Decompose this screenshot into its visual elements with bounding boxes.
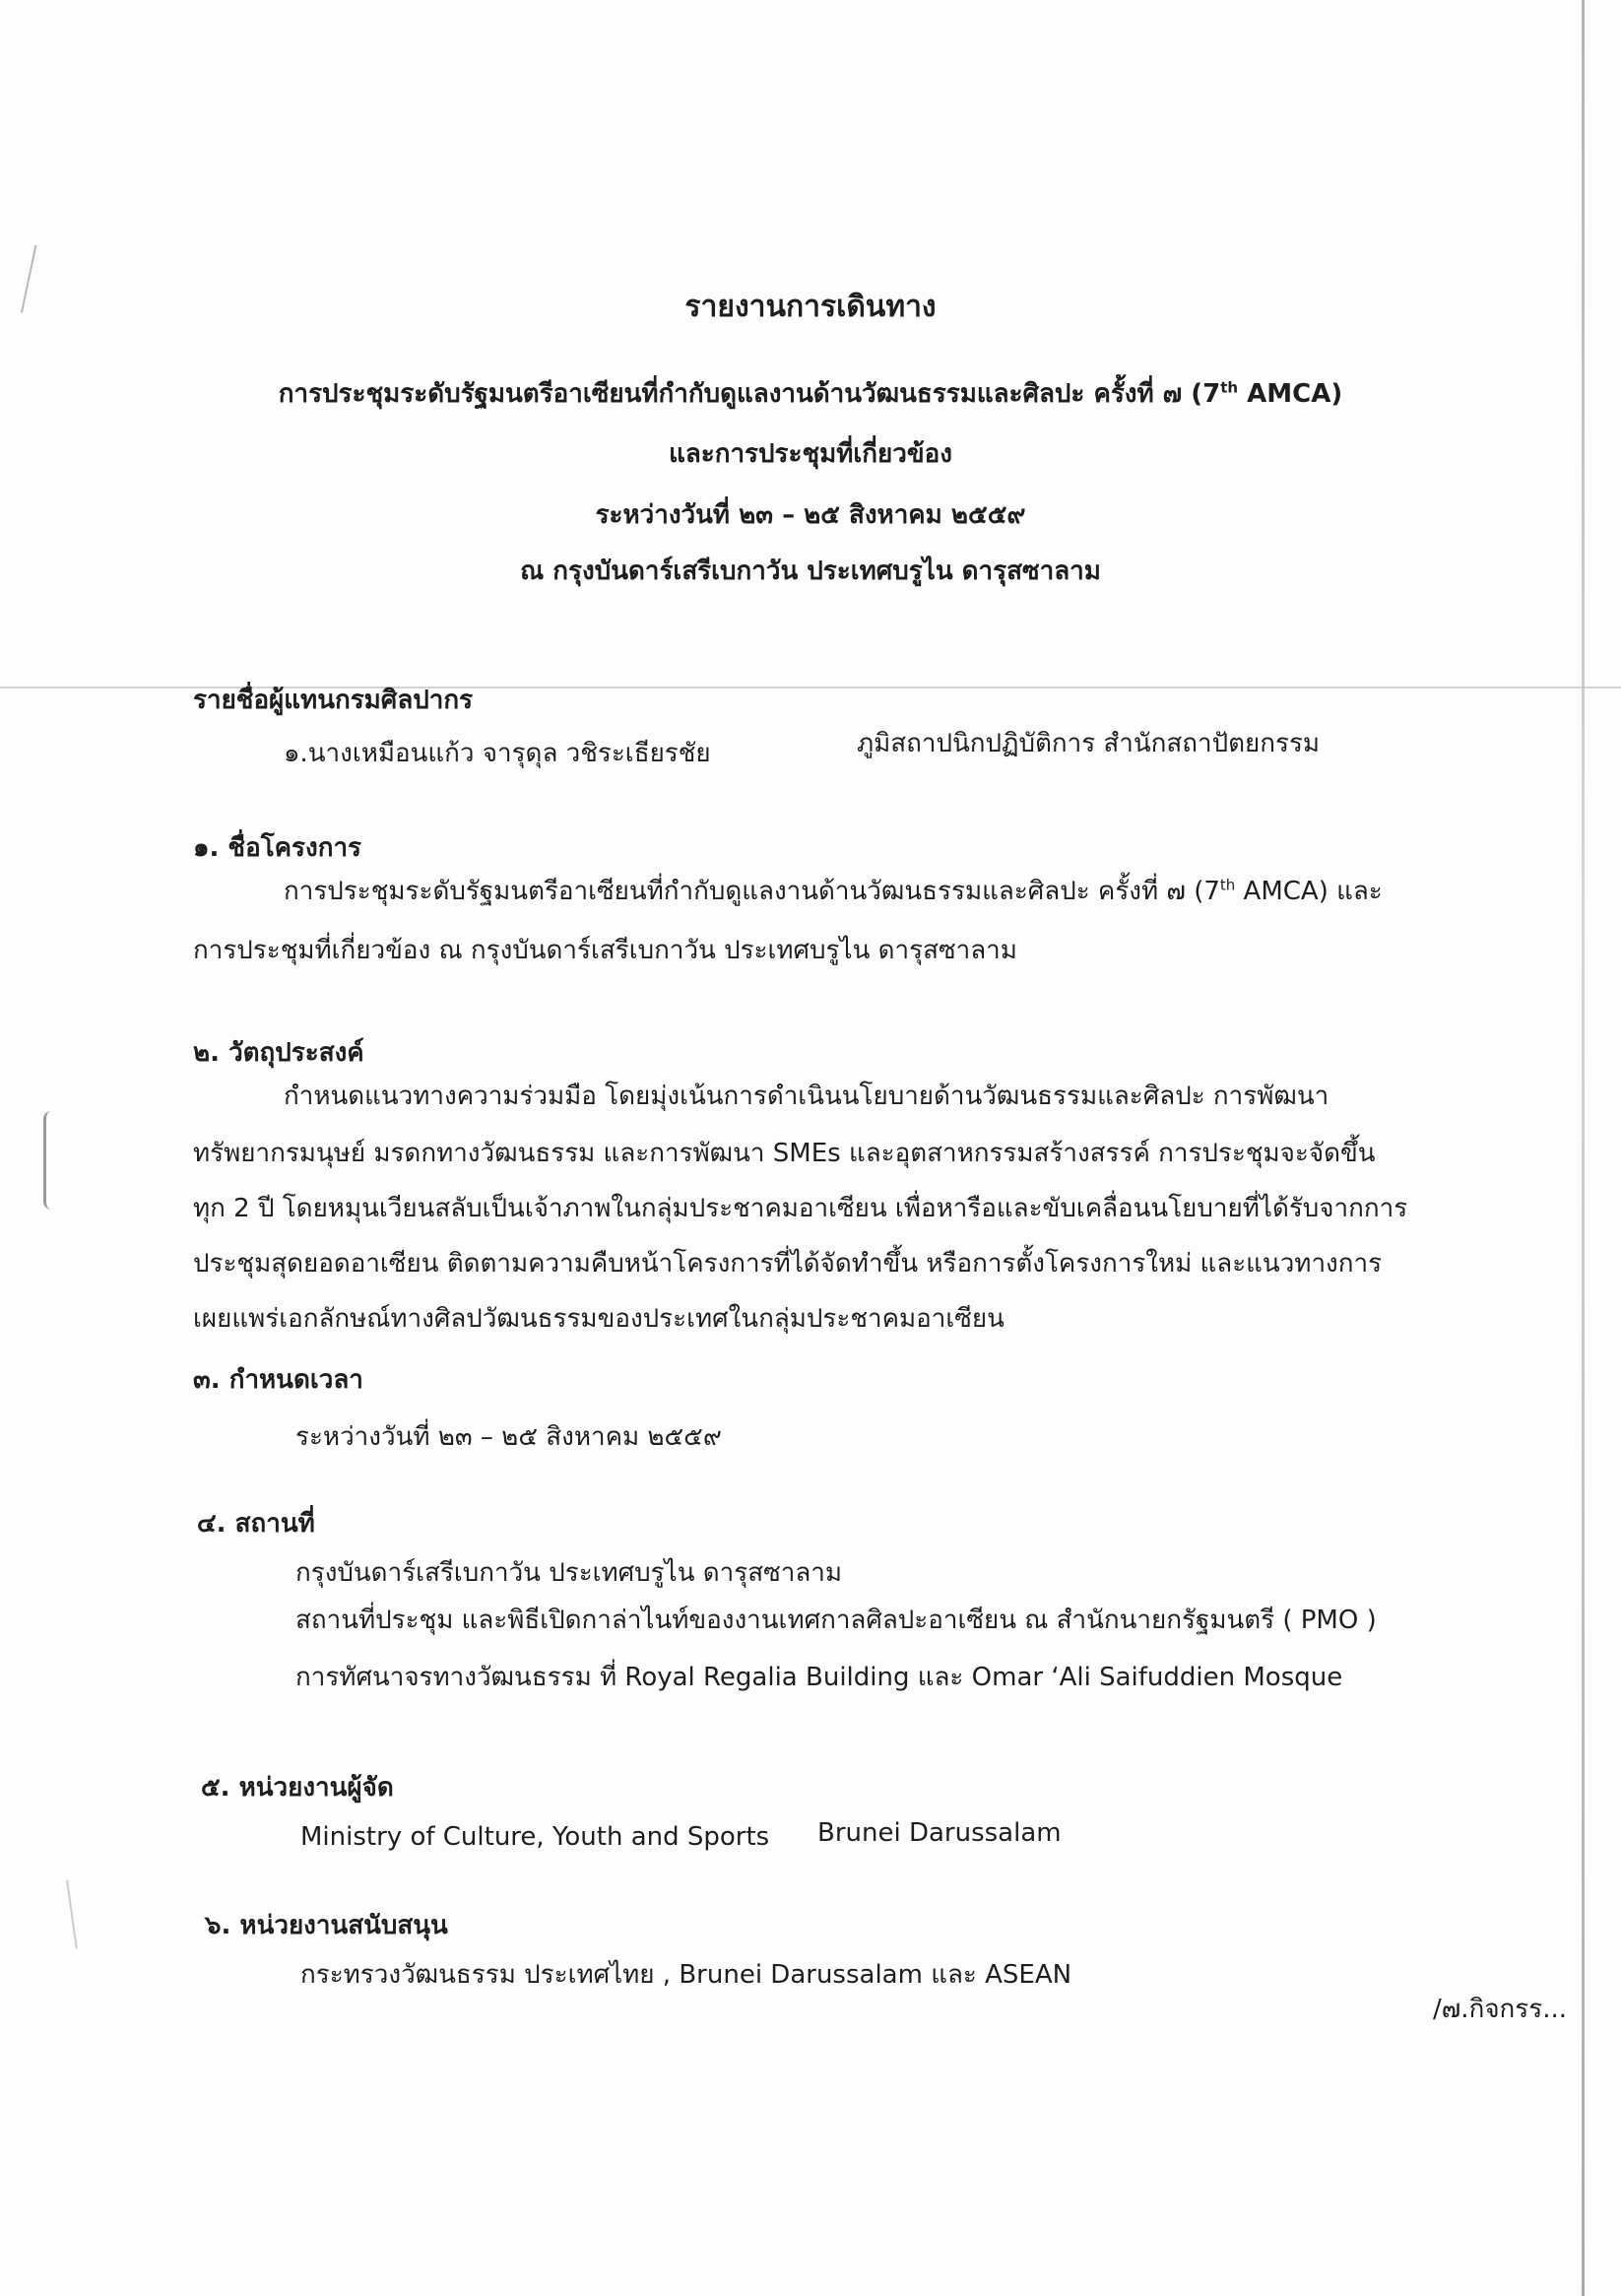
section-4-line: กรุงบันดาร์เสรีเบกาวัน ประเทศบรูไน ดารุสซาลาม (295, 1558, 843, 1588)
organizer-country: Brunei Darussalam (817, 1818, 1062, 1848)
section-2-line: ประชุมสุดยอดอาเซียน ติดตามความคืบหน้าโครงการที่ได้จัดทำขึ้น หรือการตั้งโครงการใหม่ และแนวทางการ (193, 1249, 1383, 1279)
header-line-related: และการประชุมที่เกี่ยวข้อง (669, 439, 952, 469)
section-6-line: กระทรวงวัฒนธรรม ประเทศไทย , Brunei Darussalam และ ASEAN (300, 1960, 1072, 1990)
section-4-heading: ๔. สถานที่ (197, 1509, 315, 1539)
header-line-location: ณ กรุงบันดาร์เสรีเบกาวัน ประเทศบรูไน ดารุสซาลาม (520, 557, 1101, 586)
representatives-heading: รายชื่อผู้แทนกรมศิลปากร (193, 686, 474, 715)
section-2-line: ทรัพยากรมนุษย์ มรดกทางวัฒนธรรม และการพัฒนา SMEs และอุตสาหกรรมสร้างสรรค์ การประชุมจะจัดขึ้น (193, 1139, 1376, 1168)
section-1-line: การประชุมที่เกี่ยวข้อง ณ กรุงบันดาร์เสรีเบกาวัน ประเทศบรูไน ดารุสซาลาม (193, 936, 1017, 965)
representative-position: ภูมิสถาปนิกปฏิบัติการ สำนักสถาปัตยกรรม (857, 729, 1321, 758)
document-title: รายงานการเดินทาง (684, 290, 937, 324)
section-2-heading: ๒. วัตถุประสงค์ (193, 1038, 364, 1068)
section-4-line: สถานที่ประชุม และพิธีเปิดกาล่าไนท์ของงานเทศกาลศิลปะอาเซียน ณ สำนักนายกรัฐมนตรี ( PMO ) (295, 1606, 1377, 1635)
representative-name: ๑.นางเหมือนแก้ว จารุดุล วชิระเธียรชัย (284, 739, 711, 768)
section-1-heading: ๑. ชื่อโครงการ (193, 833, 362, 863)
margin-mark (46, 1880, 78, 1951)
section-1-line: การประชุมระดับรัฐมนตรีอาเซียนที่กำกับดูแลงานด้านวัฒนธรรมและศิลปะ ครั้งที่ ๗ (7th AMCA) และ (284, 876, 1383, 906)
section-2-line: กำหนดแนวทางความร่วมมือ โดยมุ่งเน้นการดำเนินนโยบายด้านวัฒนธรรมและศิลปะ การพัฒนา (284, 1082, 1329, 1111)
header-line-meeting: การประชุมระดับรัฐมนตรีอาเซียนที่กำกับดูแลงานด้านวัฒนธรรมและศิลปะ ครั้งที่ ๗ (7th AMCA) (278, 378, 1343, 409)
scan-page-edge (1582, 0, 1585, 2296)
staple-mark (43, 1111, 60, 1210)
organizer-name: Ministry of Culture, Youth and Sports (300, 1822, 770, 1852)
section-4-line: การทัศนาจรทางวัฒนธรรม ที่ Royal Regalia Building และ Omar ‘Ali Saifuddien Mosque (295, 1663, 1343, 1692)
section-5-heading: ๕. หน่วยงานผู้จัด (201, 1773, 394, 1803)
page-continuation: /๗.กิจกรร... (1433, 1995, 1568, 2024)
section-2-line: เผยแพร่เอกลักษณ์ทางศิลปวัฒนธรรมของประเทศในกลุ่มประชาคมอาเซียน (193, 1304, 1005, 1334)
section-6-heading: ๖. หน่วยงานสนับสนุน (205, 1911, 448, 1940)
section-3-heading: ๓. กำหนดเวลา (193, 1365, 363, 1395)
section-3-line: ระหว่างวันที่ ๒๓ – ๒๕ สิงหาคม ๒๕๕๙ (295, 1422, 722, 1452)
header-line-dates: ระหว่างวันที่ ๒๓ – ๒๕ สิงหาคม ๒๕๕๙ (595, 500, 1026, 530)
section-2-line: ทุก 2 ปี โดยหมุนเวียนสลับเป็นเจ้าภาพในกลุ่มประชาคมอาเซียน เพื่อหารือและขับเคลื่อนนโยบายที่ได้รับจากการ (193, 1194, 1408, 1223)
